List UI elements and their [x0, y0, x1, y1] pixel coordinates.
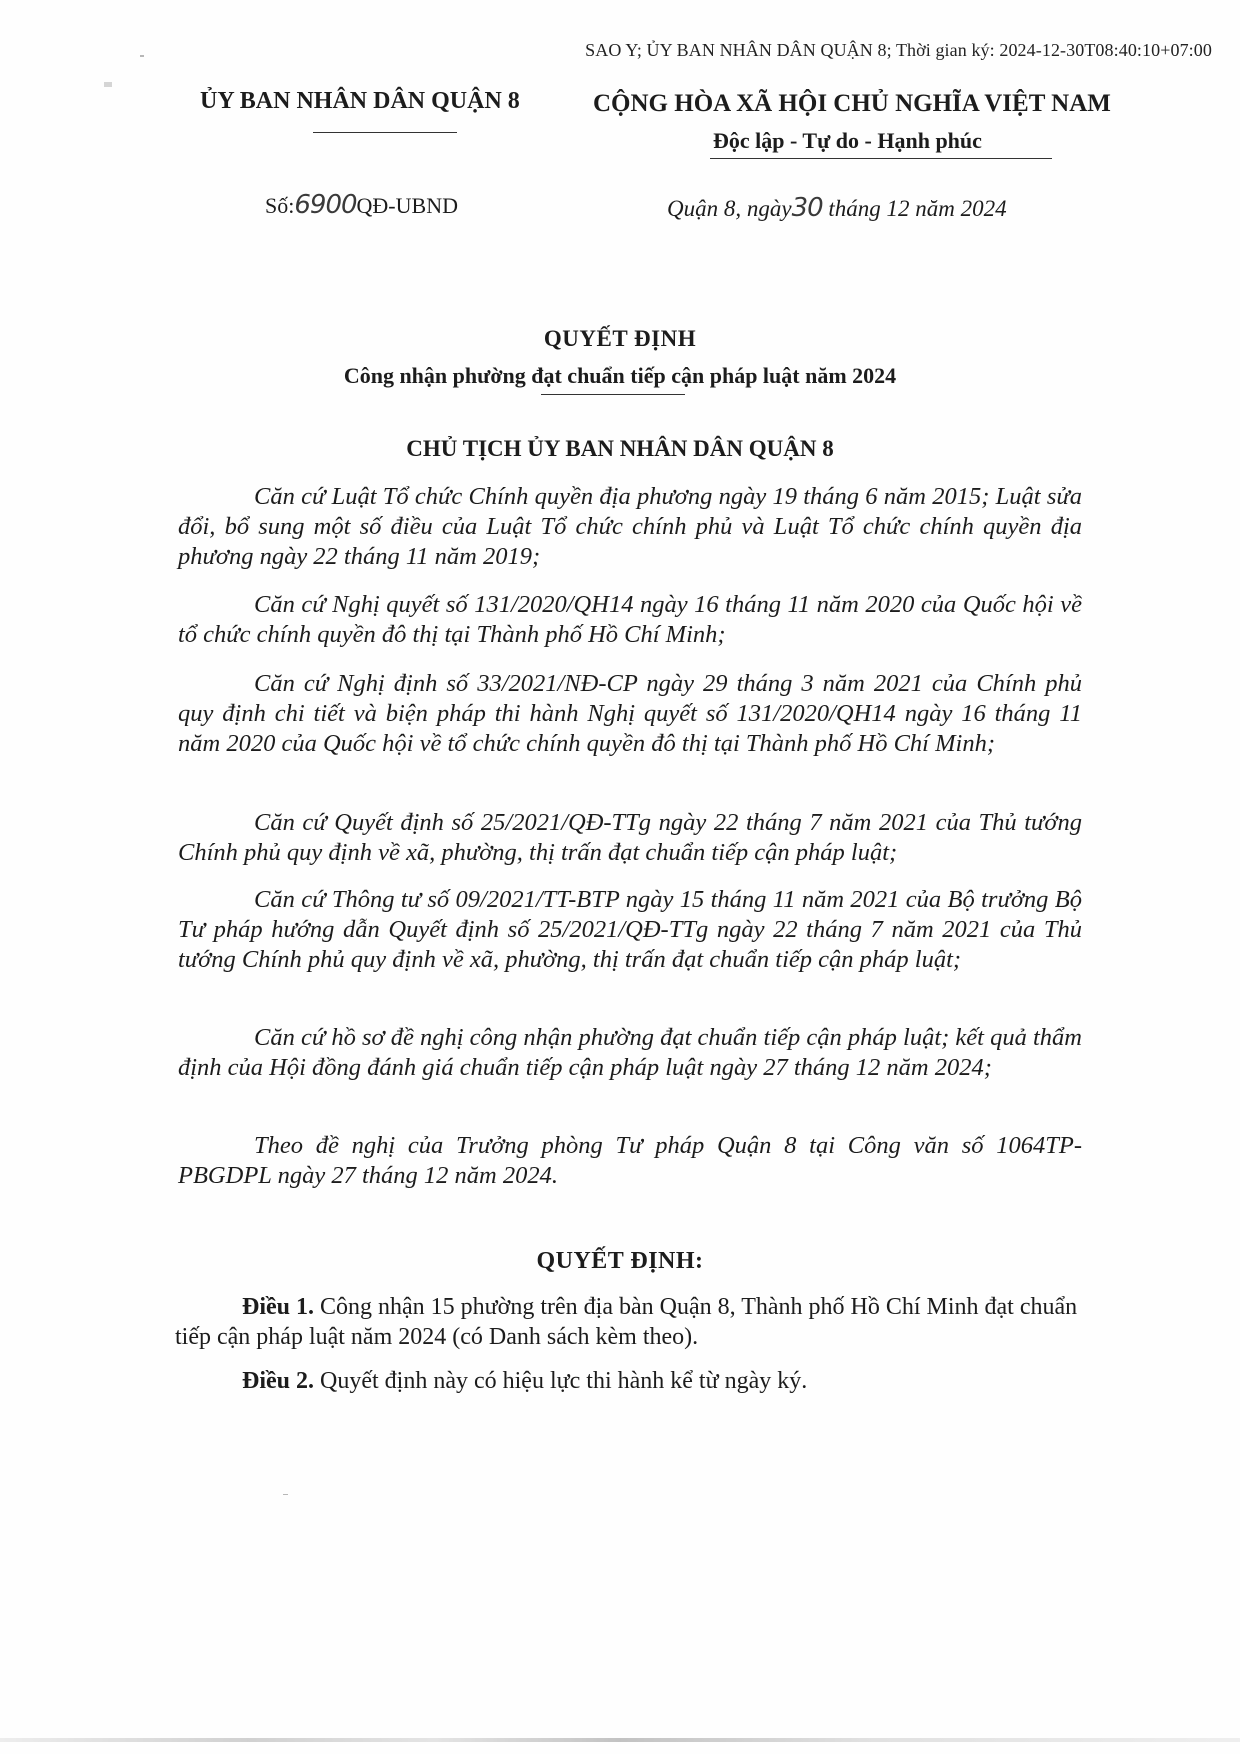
- digital-signature-stamp: SAO Y; ỦY BAN NHÂN DÂN QUẬN 8; Thời gian ký: 2024-12-30T08:40:10+07:00: [585, 40, 1212, 60]
- legal-basis-paragraph: Theo đề nghị của Trưởng phòng Tư pháp Quận 8 tại Công văn số 1064TP-PBGDPL ngày 27 tháng 12 năm 2024.: [178, 1132, 1082, 1189]
- legal-basis-paragraph: Căn cứ Nghị quyết số 131/2020/QH14 ngày 16 tháng 11 năm 2020 của Quốc hội về tổ chức chính quyền đô thị tại Thành phố Hồ Chí Minh;: [178, 591, 1082, 648]
- number-prefix: Số:: [265, 193, 295, 218]
- decision-heading: QUYẾT ĐỊNH:: [536, 1248, 704, 1274]
- date-prefix: Quận 8, ngày: [667, 196, 792, 221]
- scan-speck: [140, 55, 144, 57]
- document-type-title: QUYẾT ĐỊNH: [543, 326, 697, 351]
- legal-basis-paragraph: Căn cứ Thông tư số 09/2021/TT-BTP ngày 15 tháng 11 năm 2021 của Bộ trưởng Bộ Tư pháp hướng dẫn Quyết định số 25/2021/QĐ-TTg ngày 22 tháng 7 năm 2021 của Thủ tướng Chính phủ quy định về xã, phường, thị trấn đạt chuẩn tiếp cận pháp luật;: [178, 886, 1082, 973]
- issuing-authority: CHỦ TỊCH ỦY BAN NHÂN DÂN QUẬN 8: [406, 436, 834, 461]
- scan-bottom-edge: [0, 1738, 1240, 1742]
- article-label: Điều 1.: [242, 1294, 314, 1320]
- subject-underline: [541, 394, 685, 395]
- handwritten-day: 30: [791, 193, 823, 223]
- motto-underline: [710, 158, 1052, 159]
- legal-basis-paragraph: Căn cứ Nghị định số 33/2021/NĐ-CP ngày 29 tháng 3 năm 2021 của Chính phủ quy định chi tiết và biện pháp thi hành Nghị quyết số 131/2020/QH14 ngày 16 tháng 11 năm 2020 của Quốc hội về tổ chức chính quyền đô thị tại Thành phố Hồ Chí Minh;: [178, 670, 1082, 757]
- scan-speck: [104, 82, 112, 87]
- issuing-agency: ỦY BAN NHÂN DÂN QUẬN 8: [200, 88, 520, 114]
- scan-speck: [283, 1494, 288, 1495]
- legal-basis-paragraph: Căn cứ hồ sơ đề nghị công nhận phường đạt chuẩn tiếp cận pháp luật; kết quả thẩm định của Hội đồng đánh giá chuẩn tiếp cận pháp luật ngày 27 tháng 12 năm 2024;: [178, 1024, 1082, 1081]
- date-suffix: tháng 12 năm 2024: [822, 196, 1007, 221]
- document-number: [265, 190, 458, 220]
- agency-underline: [313, 132, 457, 133]
- article-label: Điều 2.: [242, 1368, 314, 1394]
- article-1: [175, 1292, 1085, 1352]
- national-motto: Độc lập - Tự do - Hạnh phúc: [713, 128, 982, 153]
- legal-basis-paragraph: Căn cứ Luật Tổ chức Chính quyền địa phương ngày 19 tháng 6 năm 2015; Luật sửa đổi, bổ sung một số điều của Luật Tổ chức chính phủ và Luật Tổ chức chính quyền địa phương ngày 22 tháng 11 năm 2019;: [178, 483, 1082, 570]
- article-2: [175, 1366, 1085, 1396]
- legal-basis-paragraph: Căn cứ Quyết định số 25/2021/QĐ-TTg ngày 22 tháng 7 năm 2021 của Thủ tướng Chính phủ quy định về xã, phường, thị trấn đạt chuẩn tiếp cận pháp luật;: [178, 809, 1082, 866]
- national-title: CỘNG HÒA XÃ HỘI CHỦ NGHĨA VIỆT NAM: [593, 90, 1111, 117]
- place-and-date: [667, 193, 1007, 223]
- number-suffix: QĐ-UBND: [356, 193, 458, 218]
- article-text: Công nhận 15 phường trên địa bàn Quận 8, Thành phố Hồ Chí Minh đạt chuẩn tiếp cận pháp luật năm 2024 (có Danh sách kèm theo).: [175, 1294, 1078, 1350]
- article-text: Quyết định này có hiệu lực thi hành kể từ ngày ký.: [314, 1368, 808, 1394]
- handwritten-number: 6900: [294, 190, 357, 220]
- document-subject: Công nhận phường đạt chuẩn tiếp cận pháp luật năm 2024: [343, 363, 897, 388]
